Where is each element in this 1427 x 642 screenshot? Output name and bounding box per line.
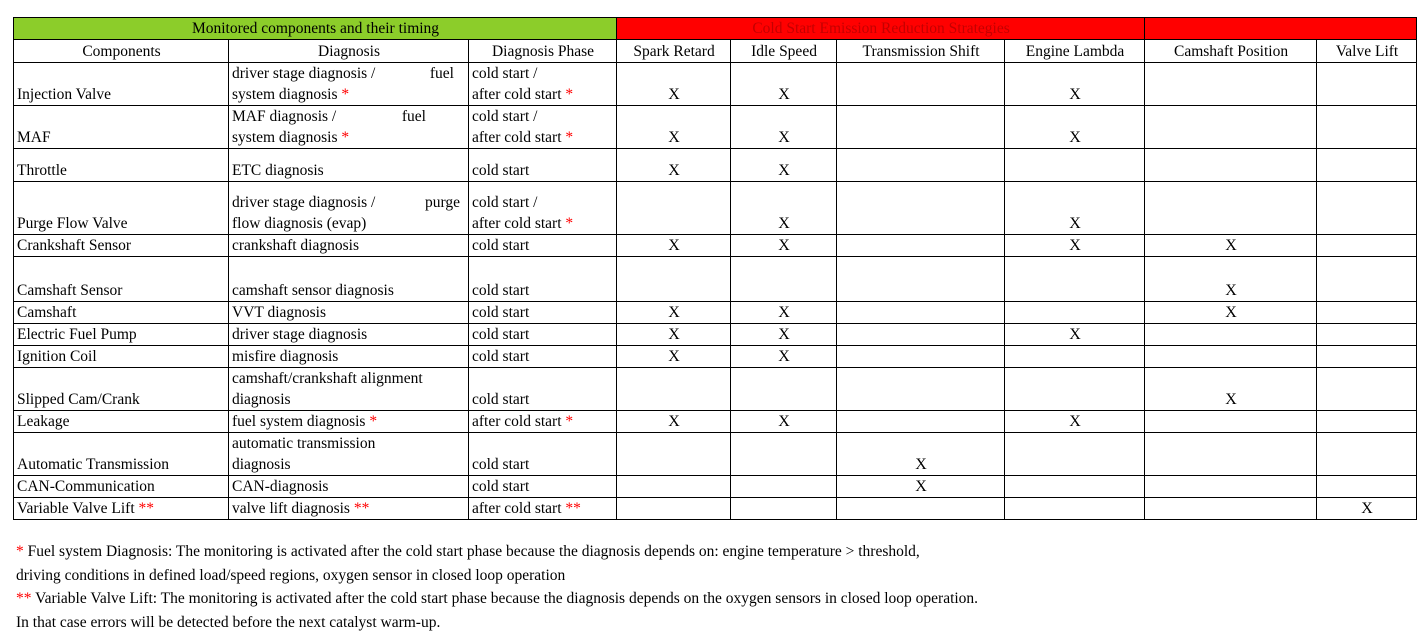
diagnosis-text: system diagnosis [232, 129, 338, 146]
transmission-shift-mark: X [837, 476, 1005, 498]
phase-text: after cold start [472, 129, 562, 146]
phase-text: after cold start [472, 500, 562, 517]
diagnosis-text: valve lift diagnosis [232, 500, 350, 517]
phase-cell: cold start [469, 235, 617, 257]
diagnosis-text: fuel [401, 108, 426, 125]
component-cell: Slipped Cam/Crank [14, 368, 229, 411]
valve-lift-cell [1317, 476, 1417, 498]
component-cell: MAF [14, 106, 229, 149]
diagnosis-text: fuel [429, 65, 454, 82]
diagnosis-cell [229, 411, 469, 433]
camshaft-position-cell [1145, 182, 1317, 235]
diagnosis-cell [229, 498, 469, 520]
phase-text: after cold start [472, 86, 562, 103]
transmission-shift-cell [837, 106, 1005, 149]
spark-retard-mark: X [617, 63, 731, 106]
idle-speed-mark: X [731, 302, 837, 324]
valve-lift-mark: X [1317, 498, 1417, 520]
phase-cell: cold start [469, 149, 617, 182]
phase-text: cold start / [472, 65, 538, 82]
engine-lambda-cell [1005, 368, 1145, 411]
component-cell: CAN-Communication [14, 476, 229, 498]
camshaft-position-mark: X [1145, 257, 1317, 302]
table-row [14, 182, 1417, 235]
component-cell: Injection Valve [14, 63, 229, 106]
camshaft-position-cell [1145, 411, 1317, 433]
col-header-valve-lift: Valve Lift [1317, 40, 1417, 63]
diagnosis-text: camshaft/crankshaft alignment [232, 370, 423, 387]
spark-retard-mark: X [617, 411, 731, 433]
valve-lift-cell [1317, 302, 1417, 324]
component-cell: Camshaft [14, 302, 229, 324]
engine-lambda-cell [1005, 257, 1145, 302]
table-row [14, 302, 1417, 324]
engine-lambda-cell [1005, 346, 1145, 368]
engine-lambda-mark: X [1005, 106, 1145, 149]
diagnosis-cell [229, 106, 469, 149]
table-row [14, 498, 1417, 520]
diagnosis-cell: ETC diagnosis [229, 149, 469, 182]
camshaft-position-cell [1145, 346, 1317, 368]
camshaft-position-cell [1145, 433, 1317, 476]
idle-speed-mark: X [731, 235, 837, 257]
transmission-shift-cell [837, 368, 1005, 411]
valve-lift-cell [1317, 106, 1417, 149]
valve-lift-cell [1317, 235, 1417, 257]
valve-lift-cell [1317, 182, 1417, 235]
spark-retard-mark: X [617, 346, 731, 368]
diagnosis-text: purge [424, 194, 460, 211]
spark-retard-mark: X [617, 235, 731, 257]
component-cell: Ignition Coil [14, 346, 229, 368]
footnote-marker: ** [353, 500, 370, 517]
diagnosis-cell: camshaft sensor diagnosis [229, 257, 469, 302]
footnote-text: Fuel system Diagnosis: The monitoring is activated after the cold start phase because the diagnosis depends on: engine temperature > threshold, [27, 543, 920, 560]
idle-speed-cell [731, 368, 837, 411]
footnote-line [16, 611, 1416, 635]
col-header-diagnosis: Diagnosis [229, 40, 469, 63]
spark-retard-mark: X [617, 106, 731, 149]
phase-cell: cold start [469, 302, 617, 324]
camshaft-position-mark: X [1145, 235, 1317, 257]
footnote-marker: * [16, 543, 24, 560]
diagnosis-text: fuel system diagnosis [232, 413, 366, 430]
phase-cell [469, 106, 617, 149]
idle-speed-mark: X [731, 149, 837, 182]
spark-retard-cell [617, 476, 731, 498]
transmission-shift-cell [837, 302, 1005, 324]
footnote-line [16, 540, 1416, 564]
engine-lambda-mark: X [1005, 411, 1145, 433]
phase-cell: cold start [469, 324, 617, 346]
group-header-row [14, 18, 1417, 40]
col-header-transmission-shift: Transmission Shift [837, 40, 1005, 63]
phase-cell: cold start [469, 476, 617, 498]
component-cell: Throttle [14, 149, 229, 182]
footnote-marker: * [565, 215, 574, 232]
idle-speed-mark: X [731, 324, 837, 346]
transmission-shift-cell [837, 346, 1005, 368]
transmission-shift-cell [837, 411, 1005, 433]
footnote-line [16, 564, 1416, 588]
phase-text: cold start / [472, 108, 538, 125]
diagnosis-cell: CAN-diagnosis [229, 476, 469, 498]
phase-text: after cold start [472, 413, 562, 430]
col-header-idle-speed: Idle Speed [731, 40, 837, 63]
idle-speed-mark: X [731, 106, 837, 149]
phase-cell [469, 498, 617, 520]
transmission-shift-cell [837, 149, 1005, 182]
camshaft-position-cell [1145, 63, 1317, 106]
valve-lift-cell [1317, 63, 1417, 106]
idle-speed-mark: X [731, 346, 837, 368]
component-cell: Purge Flow Valve [14, 182, 229, 235]
col-header-components: Components [14, 40, 229, 63]
table-row [14, 235, 1417, 257]
idle-speed-mark: X [731, 411, 837, 433]
component-cell [14, 498, 229, 520]
diagnosis-cell: driver stage diagnosis [229, 324, 469, 346]
footnote-line [16, 587, 1416, 611]
monitoring-table [13, 17, 1417, 520]
camshaft-position-cell [1145, 106, 1317, 149]
engine-lambda-cell [1005, 476, 1145, 498]
component-cell: Leakage [14, 411, 229, 433]
spark-retard-cell [617, 368, 731, 411]
valve-lift-cell [1317, 368, 1417, 411]
valve-lift-cell [1317, 324, 1417, 346]
table-row [14, 433, 1417, 476]
diagnosis-text: diagnosis [232, 391, 291, 408]
valve-lift-cell [1317, 346, 1417, 368]
diagnosis-text: MAF diagnosis / [232, 108, 337, 125]
table-row [14, 149, 1417, 182]
phase-cell [469, 63, 617, 106]
idle-speed-cell [731, 433, 837, 476]
phase-cell [469, 182, 617, 235]
phase-text: cold start / [472, 194, 538, 211]
spark-retard-mark: X [617, 302, 731, 324]
idle-speed-cell [731, 498, 837, 520]
camshaft-position-cell [1145, 498, 1317, 520]
footnote-marker: * [341, 86, 350, 103]
table-row [14, 257, 1417, 302]
phase-text: after cold start [472, 215, 562, 232]
phase-cell [469, 411, 617, 433]
engine-lambda-cell [1005, 149, 1145, 182]
component-text: Variable Valve Lift [17, 500, 135, 517]
camshaft-position-mark: X [1145, 302, 1317, 324]
transmission-shift-cell [837, 235, 1005, 257]
footnote-marker: * [565, 86, 574, 103]
transmission-shift-cell [837, 257, 1005, 302]
idle-speed-mark: X [731, 182, 837, 235]
footnote-marker: ** [138, 500, 155, 517]
diagnosis-cell: VVT diagnosis [229, 302, 469, 324]
phase-cell: cold start [469, 346, 617, 368]
component-cell: Electric Fuel Pump [14, 324, 229, 346]
diagnosis-cell [229, 433, 469, 476]
camshaft-position-cell [1145, 149, 1317, 182]
table-row [14, 346, 1417, 368]
engine-lambda-mark: X [1005, 63, 1145, 106]
footnote-text: In that case errors will be detected before the next catalyst warm-up. [16, 613, 441, 631]
transmission-shift-cell [837, 498, 1005, 520]
valve-lift-cell [1317, 411, 1417, 433]
footnote-marker: ** [565, 500, 581, 517]
phase-cell: cold start [469, 368, 617, 411]
footnote-marker: * [565, 413, 574, 430]
valve-lift-cell [1317, 257, 1417, 302]
valve-lift-cell [1317, 149, 1417, 182]
spark-retard-cell [617, 498, 731, 520]
diagnosis-cell [229, 182, 469, 235]
col-header-camshaft-position: Camshaft Position [1145, 40, 1317, 63]
footnote-marker: * [565, 129, 574, 146]
footnotes [16, 540, 1416, 634]
group-cold-start-label: Cold Start Emission Reduction Strategies [752, 20, 1010, 37]
diagnosis-text: diagnosis [232, 456, 291, 473]
diagnosis-cell: misfire diagnosis [229, 346, 469, 368]
footnote-marker: ** [16, 590, 32, 607]
idle-speed-mark: X [731, 63, 837, 106]
spark-retard-cell [617, 257, 731, 302]
table-row [14, 106, 1417, 149]
engine-lambda-cell [1005, 433, 1145, 476]
table-row [14, 63, 1417, 106]
component-cell: Automatic Transmission [14, 433, 229, 476]
group-cold-start-header [617, 18, 1145, 40]
valve-lift-cell [1317, 433, 1417, 476]
table-row [14, 476, 1417, 498]
diagnosis-text: system diagnosis [232, 86, 338, 103]
col-header-engine-lambda: Engine Lambda [1005, 40, 1145, 63]
diagnosis-cell: crankshaft diagnosis [229, 235, 469, 257]
engine-lambda-mark: X [1005, 182, 1145, 235]
group-monitored-header: Monitored components and their timing [14, 18, 617, 40]
component-cell: Camshaft Sensor [14, 257, 229, 302]
camshaft-position-cell [1145, 476, 1317, 498]
diagnosis-cell [229, 63, 469, 106]
diagnosis-text: automatic transmission [232, 435, 376, 452]
table-row [14, 324, 1417, 346]
engine-lambda-mark: X [1005, 235, 1145, 257]
component-cell: Crankshaft Sensor [14, 235, 229, 257]
footnote-marker: * [341, 129, 350, 146]
diagnosis-text: driver stage diagnosis / [232, 65, 376, 82]
camshaft-position-mark: X [1145, 368, 1317, 411]
col-header-diagnosis-phase: Diagnosis Phase [469, 40, 617, 63]
idle-speed-cell [731, 476, 837, 498]
transmission-shift-cell [837, 182, 1005, 235]
idle-speed-cell [731, 257, 837, 302]
engine-lambda-cell [1005, 498, 1145, 520]
footnote-text: Variable Valve Lift: The monitoring is activated after the cold start phase because the diagnosis depends on the oxygen sensors in closed loop operation. [35, 590, 979, 607]
spark-retard-cell [617, 182, 731, 235]
transmission-shift-mark: X [837, 433, 1005, 476]
phase-cell: cold start [469, 433, 617, 476]
camshaft-position-cell [1145, 324, 1317, 346]
phase-cell: cold start [469, 257, 617, 302]
spark-retard-mark: X [617, 324, 731, 346]
engine-lambda-mark: X [1005, 324, 1145, 346]
footnote-marker: * [369, 413, 378, 430]
footnote-text: driving conditions in defined load/speed regions, oxygen sensor in closed loop operation [16, 566, 566, 584]
transmission-shift-cell [837, 324, 1005, 346]
transmission-shift-cell [837, 63, 1005, 106]
table-row [14, 368, 1417, 411]
column-header-row [14, 40, 1417, 63]
diagnosis-cell [229, 368, 469, 411]
diagnosis-text: flow diagnosis (evap) [232, 215, 367, 232]
table-row [14, 411, 1417, 433]
engine-lambda-cell [1005, 302, 1145, 324]
group-cold-start-header-extension [1145, 18, 1417, 40]
col-header-spark-retard: Spark Retard [617, 40, 731, 63]
spark-retard-mark: X [617, 149, 731, 182]
spark-retard-cell [617, 433, 731, 476]
diagnosis-text: driver stage diagnosis / [232, 194, 376, 211]
